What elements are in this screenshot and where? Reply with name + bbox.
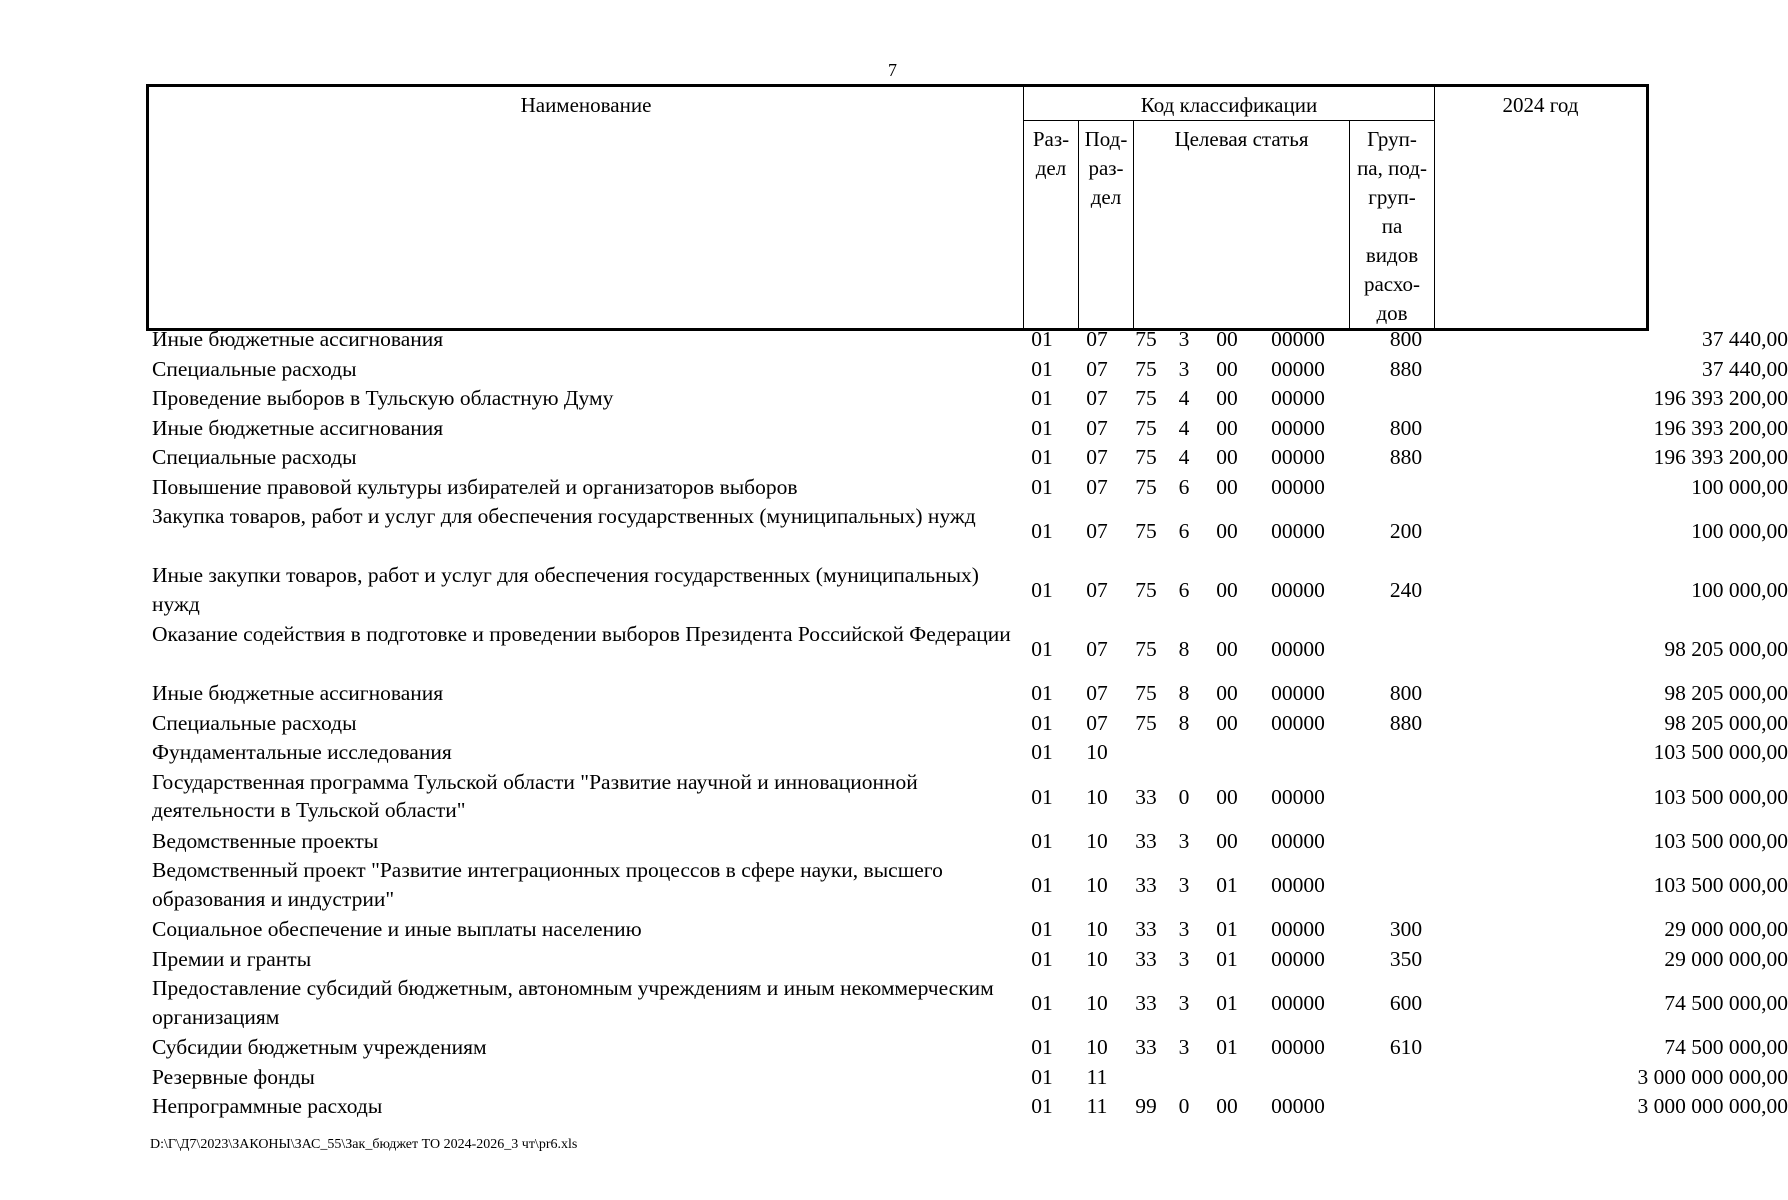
cell-target-subprogram: 4 [1178,415,1190,440]
cell-name: Государственная программа Тульской области "Развитие научной и инновационной деятельности в Тульской области" [152,769,918,822]
table-row [146,325,1788,355]
cell-name: Ведомственные проекты [152,828,379,853]
cell-name: Фундаментальные исследования [152,740,452,764]
table-row [146,827,1788,857]
table-row [146,443,1788,473]
cell-amount: 196 393 200,00 [1653,415,1788,440]
cell-name: Субсидии бюджетным учреждениям [152,1035,487,1059]
cell-razdel: 01 [1031,710,1053,735]
cell-target-program: 33 [1135,991,1157,1015]
cell-amount: 98 205 000,00 [1664,710,1788,735]
cell-target-event: 00 [1216,681,1238,705]
cell-razdel: 01 [1031,1035,1053,1059]
cell-target-direction: 00000 [1271,637,1325,661]
cell-target-event: 00 [1216,415,1238,440]
table-row [146,1092,1788,1122]
cell-target-subprogram: 3 [1178,917,1190,941]
table-row [146,974,1788,1033]
cell-target-subprogram: 8 [1178,681,1190,705]
cell-target-subprogram: 6 [1178,578,1190,602]
cell-podrazdel: 10 [1086,991,1108,1015]
cell-podrazdel: 07 [1086,415,1108,440]
cell-expense-group: 300 [1389,917,1423,941]
cell-target-direction: 00000 [1271,991,1325,1015]
cell-target-event: 00 [1216,710,1238,735]
cell-target-subprogram: 6 [1178,519,1190,543]
cell-target-event: 01 [1216,1035,1238,1059]
table-row [146,561,1788,620]
cell-name: Иные бюджетные ассигнования [152,327,444,351]
cell-target-subprogram: 6 [1178,474,1190,499]
cell-razdel: 01 [1031,991,1053,1015]
cell-podrazdel: 07 [1086,327,1108,351]
cell-target-program: 33 [1135,828,1157,853]
cell-name: Иные бюджетные ассигнования [152,415,444,440]
cell-target-event: 00 [1216,828,1238,853]
cell-target-subprogram: 0 [1178,784,1190,809]
cell-razdel: 01 [1031,917,1053,941]
cell-target-subprogram: 4 [1178,386,1190,410]
cell-razdel: 01 [1031,946,1053,971]
cell-expense-group: 800 [1389,415,1423,440]
cell-expense-group: 200 [1389,519,1423,543]
cell-name: Непрограммные расходы [152,1094,383,1118]
cell-amount: 3 000 000 000,00 [1637,1064,1788,1089]
cell-expense-group: 880 [1389,710,1423,735]
cell-podrazdel: 07 [1086,386,1108,410]
cell-podrazdel: 10 [1086,740,1108,764]
table-row [146,502,1788,561]
cell-target-direction: 00000 [1271,710,1325,735]
cell-amount: 196 393 200,00 [1653,445,1788,469]
header-code-classification: Код классификации [1024,86,1435,121]
table-row [146,915,1788,945]
cell-expense-group: 800 [1389,681,1423,705]
cell-expense-group: 240 [1389,578,1423,602]
table-row [146,355,1788,385]
cell-target-program: 75 [1135,474,1157,499]
cell-target-direction: 00000 [1271,519,1325,543]
cell-podrazdel: 07 [1086,578,1108,602]
cell-target-subprogram: 0 [1178,1094,1190,1118]
table-row [146,738,1788,768]
cell-podrazdel: 11 [1086,1064,1108,1089]
cell-target-program: 99 [1135,1094,1157,1118]
cell-expense-group: 350 [1389,946,1423,971]
cell-razdel: 01 [1031,828,1053,853]
cell-target-event: 00 [1216,356,1238,381]
table-header [146,84,1649,331]
table-row [146,473,1788,503]
cell-podrazdel: 07 [1086,445,1108,469]
cell-razdel: 01 [1031,873,1053,897]
cell-name: Оказание содействия в подготовке и проведении выборов Президента Российской Федерации [152,622,1011,646]
cell-razdel: 01 [1031,740,1053,764]
cell-name: Проведение выборов в Тульскую областную Думу [152,386,614,410]
cell-name: Специальные расходы [152,445,357,469]
header-podrazdel: Под- раз- дел [1079,121,1134,330]
cell-podrazdel: 07 [1086,710,1108,735]
cell-amount: 100 000,00 [1691,578,1788,602]
cell-amount: 3 000 000 000,00 [1637,1094,1788,1118]
cell-target-event: 00 [1216,445,1238,469]
table-row [146,679,1788,709]
cell-target-program: 33 [1135,784,1157,809]
cell-amount: 103 500 000,00 [1653,828,1788,853]
cell-target-subprogram: 8 [1178,710,1190,735]
cell-podrazdel: 07 [1086,637,1108,661]
cell-target-program: 33 [1135,1035,1157,1059]
cell-expense-group: 600 [1389,991,1423,1015]
cell-target-subprogram: 8 [1178,637,1190,661]
cell-razdel: 01 [1031,1064,1053,1089]
cell-expense-group: 880 [1389,445,1423,469]
cell-target-direction: 00000 [1271,681,1325,705]
cell-expense-group: 800 [1389,327,1423,351]
cell-amount: 100 000,00 [1691,519,1788,543]
cell-podrazdel: 10 [1086,917,1108,941]
cell-target-event: 01 [1216,917,1238,941]
cell-name: Социальное обеспечение и иные выплаты населению [152,917,642,941]
cell-amount: 103 500 000,00 [1653,784,1788,809]
cell-target-event: 00 [1216,784,1238,809]
cell-amount: 37 440,00 [1702,356,1788,381]
cell-target-direction: 00000 [1271,578,1325,602]
cell-podrazdel: 07 [1086,681,1108,705]
header-group: Груп- па, под- груп- па видов расхо- дов [1350,121,1435,330]
cell-target-event: 00 [1216,386,1238,410]
table-row [146,945,1788,975]
cell-amount: 74 500 000,00 [1664,991,1788,1015]
cell-podrazdel: 10 [1086,1035,1108,1059]
cell-razdel: 01 [1031,578,1053,602]
footer-file-path: D:\Г\Д7\2023\ЗАКОНЫ\ЗАС_55\Зак_бюджет ТО 2024-2026_3 чт\pr6.xls [150,1137,578,1152]
cell-name: Иные закупки товаров, работ и услуг для обеспечения государственных (муниципальных) нужд [152,563,979,616]
cell-target-event: 00 [1216,327,1238,351]
cell-target-subprogram: 3 [1178,991,1190,1015]
cell-target-direction: 00000 [1271,356,1325,381]
cell-amount: 103 500 000,00 [1653,740,1788,764]
cell-target-event: 01 [1216,946,1238,971]
table-row [146,856,1788,915]
cell-name: Специальные расходы [152,356,357,381]
cell-target-program: 75 [1135,710,1157,735]
cell-target-program: 75 [1135,578,1157,602]
cell-podrazdel: 07 [1086,356,1108,381]
cell-target-program: 75 [1135,637,1157,661]
cell-target-subprogram: 4 [1178,445,1190,469]
cell-name: Ведомственный проект "Развитие интеграционных процессов в сфере науки, высшего образования и индустрии" [152,858,943,911]
table-row [146,1033,1788,1063]
cell-target-program: 33 [1135,917,1157,941]
header-target-article: Целевая статья [1134,121,1350,330]
header-year: 2024 год [1435,86,1648,330]
cell-target-program: 75 [1135,356,1157,381]
cell-target-direction: 00000 [1271,415,1325,440]
cell-target-program: 33 [1135,873,1157,897]
cell-target-event: 00 [1216,578,1238,602]
cell-podrazdel: 11 [1086,1094,1108,1118]
cell-target-program: 33 [1135,946,1157,971]
cell-name: Премии и гранты [152,946,312,971]
cell-amount: 29 000 000,00 [1664,917,1788,941]
cell-target-direction: 00000 [1271,873,1325,897]
cell-target-direction: 00000 [1271,1094,1325,1118]
cell-razdel: 01 [1031,1094,1053,1118]
cell-target-program: 75 [1135,445,1157,469]
cell-target-program: 75 [1135,327,1157,351]
table-row [146,384,1788,414]
cell-razdel: 01 [1031,474,1053,499]
cell-target-subprogram: 3 [1178,1035,1190,1059]
cell-target-program: 75 [1135,681,1157,705]
cell-target-event: 01 [1216,991,1238,1015]
cell-amount: 100 000,00 [1691,474,1788,499]
cell-target-direction: 00000 [1271,828,1325,853]
cell-amount: 103 500 000,00 [1653,873,1788,897]
cell-amount: 196 393 200,00 [1653,386,1788,410]
cell-podrazdel: 10 [1086,784,1108,809]
cell-amount: 98 205 000,00 [1664,681,1788,705]
table-row [146,709,1788,739]
header-razdel: Раз- дел [1024,121,1079,330]
cell-target-event: 00 [1216,637,1238,661]
table-body [146,325,1788,1122]
cell-name: Резервные фонды [152,1064,315,1089]
cell-target-direction: 00000 [1271,1035,1325,1059]
cell-target-direction: 00000 [1271,946,1325,971]
cell-razdel: 01 [1031,519,1053,543]
cell-target-direction: 00000 [1271,784,1325,809]
header-name: Наименование [148,86,1024,330]
cell-target-event: 00 [1216,474,1238,499]
cell-razdel: 01 [1031,784,1053,809]
cell-name: Повышение правовой культуры избирателей и организаторов выборов [152,474,798,499]
table-row [146,1063,1788,1093]
cell-target-direction: 00000 [1271,327,1325,351]
cell-expense-group: 880 [1389,356,1423,381]
cell-target-event: 01 [1216,873,1238,897]
cell-razdel: 01 [1031,415,1053,440]
cell-amount: 98 205 000,00 [1664,637,1788,661]
cell-podrazdel: 10 [1086,946,1108,971]
cell-target-subprogram: 3 [1178,828,1190,853]
cell-expense-group: 610 [1389,1035,1423,1059]
cell-amount: 74 500 000,00 [1664,1035,1788,1059]
cell-name: Специальные расходы [152,710,357,735]
cell-razdel: 01 [1031,445,1053,469]
table-row [146,414,1788,444]
cell-name: Предоставление субсидий бюджетным, автономным учреждениям и иным некоммерческим организациям [152,976,994,1029]
cell-amount: 37 440,00 [1702,327,1788,351]
cell-razdel: 01 [1031,386,1053,410]
cell-razdel: 01 [1031,327,1053,351]
page-number: 7 [888,60,897,80]
cell-target-program: 75 [1135,519,1157,543]
cell-target-direction: 00000 [1271,474,1325,499]
cell-amount: 29 000 000,00 [1664,946,1788,971]
cell-target-direction: 00000 [1271,445,1325,469]
cell-target-subprogram: 3 [1178,946,1190,971]
cell-target-subprogram: 3 [1178,356,1190,381]
cell-target-program: 75 [1135,386,1157,410]
cell-podrazdel: 10 [1086,873,1108,897]
cell-name: Иные бюджетные ассигнования [152,681,444,705]
cell-podrazdel: 10 [1086,828,1108,853]
cell-podrazdel: 07 [1086,474,1108,499]
cell-target-subprogram: 3 [1178,327,1190,351]
cell-razdel: 01 [1031,681,1053,705]
cell-target-direction: 00000 [1271,917,1325,941]
cell-target-event: 00 [1216,519,1238,543]
cell-podrazdel: 07 [1086,519,1108,543]
cell-target-direction: 00000 [1271,386,1325,410]
cell-target-subprogram: 3 [1178,873,1190,897]
table-row [146,620,1788,679]
cell-name: Закупка товаров, работ и услуг для обеспечения государственных (муниципальных) нужд [152,504,976,528]
cell-target-program: 75 [1135,415,1157,440]
cell-razdel: 01 [1031,356,1053,381]
cell-target-event: 00 [1216,1094,1238,1118]
table-row [146,768,1788,827]
cell-razdel: 01 [1031,637,1053,661]
